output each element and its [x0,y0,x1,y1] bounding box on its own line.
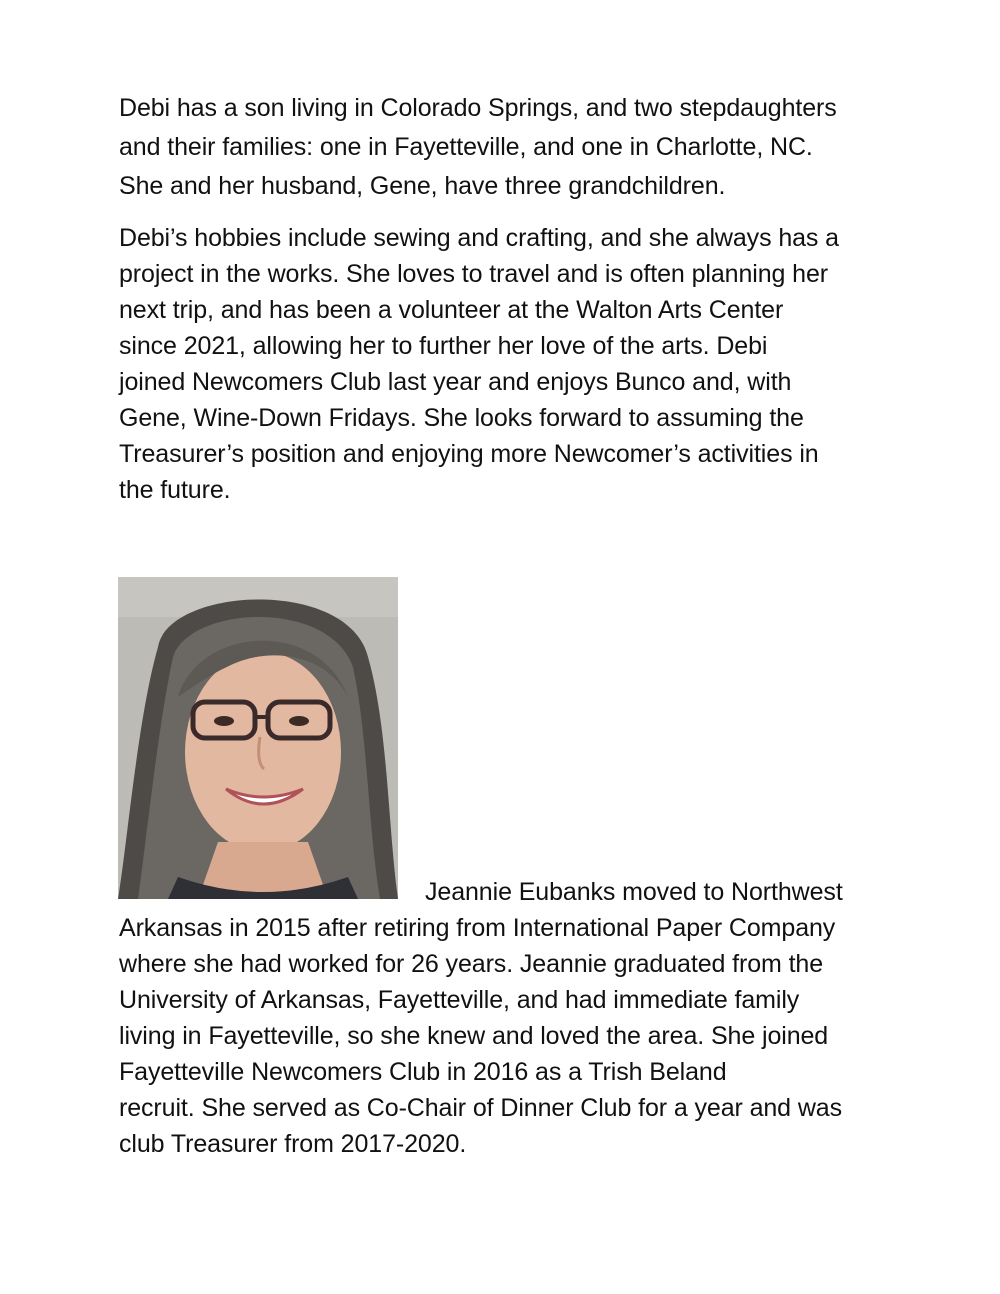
paragraph-2-line: Treasurer’s position and enjoying more Newcomer’s activities in [119,440,819,468]
paragraph-2-line: project in the works. She loves to travel and is often planning her [119,260,828,288]
paragraph-3-line: University of Arkansas, Fayetteville, and had immediate family [119,986,800,1014]
paragraph-3-line: club Treasurer from 2017-2020. [119,1130,467,1158]
paragraph-2-line: Gene, Wine-Down Fridays. She looks forward to assuming the [119,404,804,432]
portrait-photo [118,577,398,899]
paragraph-3-line: Jeannie Eubanks moved to Northwest [425,878,843,906]
paragraph-3-line: Arkansas in 2015 after retiring from International Paper Company [119,914,836,942]
paragraph-1-line: and their families: one in Fayetteville, and one in Charlotte, NC. [119,133,813,161]
paragraph-2-line: since 2021, allowing her to further her love of the arts. Debi [119,332,768,360]
paragraph-1-line: Debi has a son living in Colorado Springs, and two stepdaughters [119,94,837,122]
paragraph-2-line: Debi’s hobbies include sewing and crafting, and she always has a [119,224,839,252]
paragraph-2-line: next trip, and has been a volunteer at the Walton Arts Center [119,296,784,324]
paragraph-3-line: Fayetteville Newcomers Club in 2016 as a Trish Beland [119,1058,727,1086]
paragraph-1-line: She and her husband, Gene, have three grandchildren. [119,172,726,200]
paragraph-2-line: the future. [119,476,231,504]
paragraph-3-line: living in Fayetteville, so she knew and loved the area. She joined [119,1022,829,1050]
paragraph-3-line: recruit. She served as Co-Chair of Dinner Club for a year and was [119,1094,842,1122]
paragraph-3-line: where she had worked for 26 years. Jeannie graduated from the [119,950,824,978]
paragraph-2-line: joined Newcomers Club last year and enjoys Bunco and, with [119,368,792,396]
